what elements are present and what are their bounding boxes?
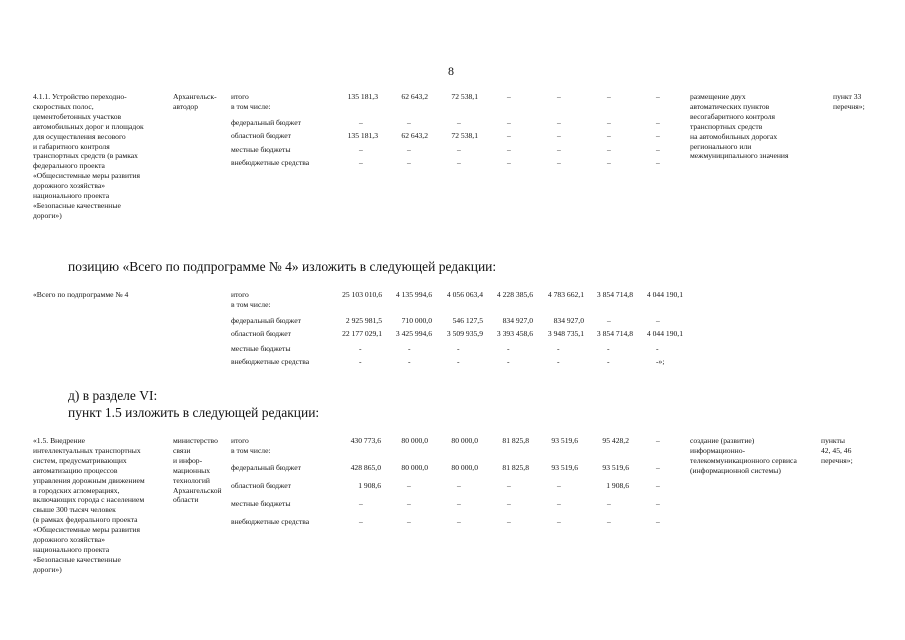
funding-value-cell: 80 000,0 xyxy=(451,436,478,445)
funding-source-label: итого в том числе: xyxy=(231,290,271,309)
funding-value-cell: – xyxy=(607,316,611,325)
funding-value-cell: – xyxy=(557,118,561,127)
funding-value-cell: 834 927,0 xyxy=(553,316,584,325)
funding-value-cell: 4 044 190,1 xyxy=(646,290,683,299)
funding-value-cell: 80 000,0 xyxy=(401,436,428,445)
funding-value-cell: 93 519,6 xyxy=(551,463,578,472)
funding-value-cell: – xyxy=(656,517,660,526)
reference-item: пункты 42, 45, 46 перечня»; xyxy=(821,436,853,465)
funding-value-cell: 62 643,2 xyxy=(401,92,428,101)
funding-value-cell: 710 000,0 xyxy=(401,316,432,325)
funding-value-cell: – xyxy=(607,158,611,167)
funding-value-cell: 4 135 994,6 xyxy=(395,290,432,299)
funding-value-cell: – xyxy=(607,118,611,127)
funding-value-cell: 80 000,0 xyxy=(401,463,428,472)
funding-value-cell: 1 908,6 xyxy=(358,481,381,490)
funding-value-cell: – xyxy=(656,131,660,140)
page-number: 8 xyxy=(448,64,454,78)
funding-value-cell: – xyxy=(457,499,461,508)
funding-value-cell: – xyxy=(656,118,660,127)
funding-value-cell: 3 854 714,8 xyxy=(596,329,633,338)
funding-value-cell: – xyxy=(607,499,611,508)
funding-value-cell: 3 948 735,1 xyxy=(547,329,584,338)
funding-value-cell: 81 825,8 xyxy=(502,463,529,472)
funding-value-cell: – xyxy=(407,499,411,508)
item-heading: пункт 1.5 изложить в следующей редакции: xyxy=(68,405,320,420)
funding-value-cell: 135 181,3 xyxy=(347,131,378,140)
funding-value-cell: – xyxy=(557,158,561,167)
section-heading: д) в разделе VI: xyxy=(68,388,158,403)
funding-value-cell: – xyxy=(656,92,660,101)
subprogram-total-name: «Всего по подпрограмме № 4 xyxy=(33,290,129,299)
funding-value-cell: 4 783 662,1 xyxy=(547,290,584,299)
funding-value-cell: – xyxy=(557,145,561,154)
funding-value-cell: - xyxy=(557,344,560,353)
funding-value-cell: - xyxy=(359,344,362,353)
funding-value-cell: 72 538,1 xyxy=(451,131,478,140)
funding-value-cell: 81 825,8 xyxy=(502,436,529,445)
funding-value-cell: 62 643,2 xyxy=(401,131,428,140)
funding-value-cell: – xyxy=(507,517,511,526)
funding-value-cell: 546 127,5 xyxy=(452,316,483,325)
executor-name: министерство связи и инфор- мационных технологий Архангельской области xyxy=(173,436,222,505)
expected-result: размещение двух автоматических пунктов весогабаритного контроля транспортных средств на автомобильных дорогах регионального или межмуниципального значения xyxy=(690,92,789,161)
funding-value-cell: – xyxy=(359,499,363,508)
funding-value-cell: - xyxy=(507,357,510,366)
funding-source-label: внебюджетные средства xyxy=(231,158,310,167)
funding-value-cell: - xyxy=(359,357,362,366)
funding-source-label: областной бюджет xyxy=(231,131,291,140)
funding-value-cell: – xyxy=(407,481,411,490)
funding-value-cell: – xyxy=(656,158,660,167)
funding-value-cell: 430 773,6 xyxy=(350,436,381,445)
funding-value-cell: - xyxy=(408,344,411,353)
funding-value-cell: – xyxy=(607,92,611,101)
funding-value-cell: – xyxy=(607,131,611,140)
funding-value-cell: - xyxy=(457,357,460,366)
funding-value-cell: – xyxy=(457,158,461,167)
funding-value-cell: – xyxy=(359,118,363,127)
funding-value-cell: 1 908,6 xyxy=(606,481,629,490)
funding-value-cell: – xyxy=(359,158,363,167)
funding-value-cell: - xyxy=(408,357,411,366)
funding-value-cell: 2 925 981,5 xyxy=(345,316,382,325)
instruction-heading: позицию «Всего по подпрограмме № 4» изложить в следующей редакции: xyxy=(68,259,497,274)
funding-value-cell: - xyxy=(656,344,659,353)
funding-value-cell: – xyxy=(507,499,511,508)
funding-value-cell: 95 428,2 xyxy=(602,436,629,445)
funding-value-cell: - xyxy=(607,344,610,353)
funding-source-label: областной бюджет xyxy=(231,481,291,490)
funding-value-cell: – xyxy=(507,92,511,101)
reference-item: пункт 33 перечня»; xyxy=(833,92,865,111)
funding-value-cell: – xyxy=(656,316,660,325)
funding-value-cell: 93 519,6 xyxy=(551,436,578,445)
funding-value-cell: -»; xyxy=(656,357,665,366)
funding-value-cell: – xyxy=(407,145,411,154)
funding-value-cell: – xyxy=(656,463,660,472)
funding-value-cell: 25 103 010,6 xyxy=(342,290,382,299)
funding-value-cell: 3 509 935,9 xyxy=(446,329,483,338)
funding-value-cell: 80 000,0 xyxy=(451,463,478,472)
funding-value-cell: – xyxy=(557,499,561,508)
funding-value-cell: – xyxy=(507,481,511,490)
funding-source-label: итого в том числе: xyxy=(231,436,271,455)
funding-value-cell: - xyxy=(457,344,460,353)
funding-value-cell: 72 538,1 xyxy=(451,92,478,101)
funding-value-cell: - xyxy=(607,357,610,366)
funding-source-label: областной бюджет xyxy=(231,329,291,338)
funding-value-cell: 4 056 063,4 xyxy=(446,290,483,299)
funding-value-cell: 4 228 385,6 xyxy=(496,290,533,299)
funding-value-cell: – xyxy=(507,145,511,154)
expected-result: создание (развитие) информационно- телекоммуникационного сервиса (информационной системы) xyxy=(690,436,797,475)
funding-value-cell: 428 865,0 xyxy=(350,463,381,472)
funding-value-cell: – xyxy=(656,145,660,154)
funding-source-label: внебюджетные средства xyxy=(231,517,310,526)
funding-source-label: местные бюджеты xyxy=(231,344,291,353)
funding-value-cell: – xyxy=(359,517,363,526)
funding-source-label: местные бюджеты xyxy=(231,145,291,154)
funding-value-cell: – xyxy=(457,481,461,490)
executor-name: Архангельск- автодор xyxy=(173,92,217,111)
funding-value-cell: – xyxy=(656,436,660,445)
funding-value-cell: 93 519,6 xyxy=(602,463,629,472)
funding-value-cell: - xyxy=(557,357,560,366)
funding-value-cell: – xyxy=(507,131,511,140)
funding-value-cell: 834 927,0 xyxy=(502,316,533,325)
funding-value-cell: – xyxy=(407,517,411,526)
funding-source-label: итого в том числе: xyxy=(231,92,271,111)
funding-value-cell: – xyxy=(457,517,461,526)
funding-source-label: внебюджетные средства xyxy=(231,357,310,366)
funding-value-cell: – xyxy=(656,499,660,508)
funding-value-cell: – xyxy=(557,92,561,101)
funding-value-cell: – xyxy=(557,517,561,526)
funding-value-cell: – xyxy=(359,145,363,154)
funding-value-cell: – xyxy=(407,118,411,127)
funding-value-cell: – xyxy=(407,158,411,167)
funding-value-cell: – xyxy=(507,158,511,167)
funding-value-cell: 3 425 994,6 xyxy=(395,329,432,338)
funding-value-cell: - xyxy=(507,344,510,353)
funding-value-cell: 4 044 190,1 xyxy=(646,329,683,338)
funding-source-label: федеральный бюджет xyxy=(231,316,301,325)
funding-value-cell: – xyxy=(507,118,511,127)
funding-value-cell: – xyxy=(607,145,611,154)
funding-value-cell: – xyxy=(656,481,660,490)
funding-source-label: федеральный бюджет xyxy=(231,463,301,472)
funding-value-cell: 22 177 029,1 xyxy=(342,329,382,338)
funding-source-label: местные бюджеты xyxy=(231,499,291,508)
funding-value-cell: 135 181,3 xyxy=(347,92,378,101)
funding-value-cell: – xyxy=(557,131,561,140)
funding-value-cell: – xyxy=(457,118,461,127)
measure-name-1-5: «1.5. Внедрение интеллектуальных транспортных систем, предусматривающих автоматизацию процессов управления дорожным движением в городских агломерациях, включающих города с населением свыше 300 тысяч человек (в рамках федерального проекта «Общесистемные меры развития дорожного хозяйства» национального проекта «Безопасные качественные дороги») xyxy=(33,436,145,574)
funding-source-label: федеральный бюджет xyxy=(231,118,301,127)
funding-value-cell: – xyxy=(457,145,461,154)
funding-value-cell: 3 854 714,8 xyxy=(596,290,633,299)
funding-value-cell: – xyxy=(557,481,561,490)
funding-value-cell: – xyxy=(607,517,611,526)
funding-value-cell: 3 393 458,6 xyxy=(496,329,533,338)
measure-name-4-1-1: 4.1.1. Устройство переходно- скоростных полос, цементобетонных участков автомобильных дорог и площадок для осуществления весового и габаритного контроля транспортных средств (в рамках федерального проекта «Общесистемные меры развития дорожного хозяйства» национального проекта «Безопасные качественные дороги») xyxy=(33,92,144,220)
